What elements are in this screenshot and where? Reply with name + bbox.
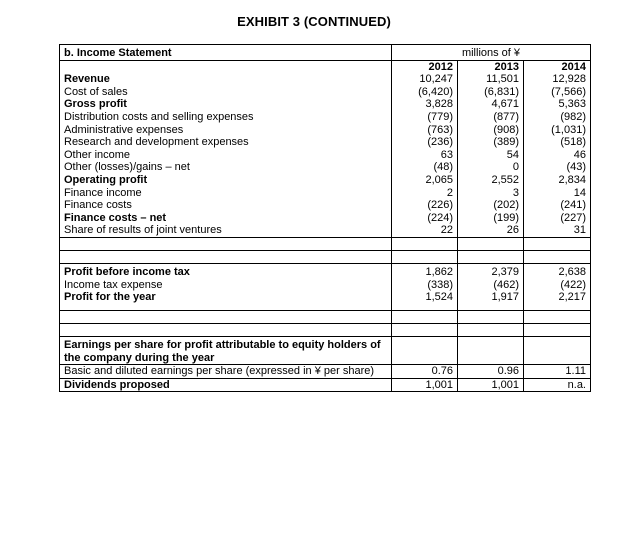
spacer-row <box>60 323 591 336</box>
line-item-value: 31 <box>573 224 586 237</box>
line-item-label: Profit for the year <box>64 291 156 304</box>
line-item-label: Distribution costs and selling expenses <box>64 110 254 123</box>
line-item-value: 1,917 <box>491 291 519 304</box>
line-item-value: (908) <box>493 123 519 136</box>
line-item-value: 1,862 <box>425 265 453 278</box>
line-item-label: Finance costs – net <box>64 211 167 224</box>
spacer-row <box>60 310 591 323</box>
line-item-label: Share of results of joint ventures <box>64 224 222 237</box>
empty-cell <box>60 250 392 263</box>
line-item-value: 2,638 <box>558 265 586 278</box>
line-item-value: 0 <box>512 161 519 174</box>
empty-cell <box>458 310 524 323</box>
empty-cell <box>458 237 524 250</box>
line-item-value: 54 <box>506 148 519 161</box>
line-item-value: (241) <box>560 199 586 212</box>
empty-cell <box>60 310 392 323</box>
line-item-value: 2,552 <box>491 173 519 186</box>
line-item-value: (389) <box>493 136 519 149</box>
dividends-value-2013 <box>458 378 524 392</box>
empty-cell <box>524 323 591 336</box>
line-item-label: Gross profit <box>64 98 127 111</box>
line-item-value: (982) <box>560 110 586 123</box>
eps-value: 1.11 <box>565 365 586 378</box>
line-item-value: (202) <box>493 199 519 212</box>
dividends-value: 1,001 <box>491 378 519 391</box>
line-item-value: 2,379 <box>491 265 519 278</box>
exhibit-title: EXHIBIT 3 (CONTINUED) <box>237 14 391 29</box>
block-2-values-2014 <box>524 263 591 310</box>
empty-cell <box>524 336 591 364</box>
empty-cell <box>392 310 458 323</box>
line-item-value: 5,363 <box>558 98 586 111</box>
income-statement-table <box>59 44 591 392</box>
line-item-value: 2,217 <box>558 291 586 304</box>
dividends-row <box>60 378 591 392</box>
line-item-value: (1,031) <box>551 123 586 136</box>
line-item-label: Other income <box>64 148 131 161</box>
line-item-label: Profit before income tax <box>64 265 190 278</box>
eps-value-2013 <box>458 365 524 379</box>
line-item-value: 14 <box>573 186 586 199</box>
empty-cell <box>458 323 524 336</box>
empty-cell <box>60 237 392 250</box>
line-item-value: 2,834 <box>558 173 586 186</box>
dividends-value: n.a. <box>567 378 586 391</box>
line-item-value: 12,928 <box>552 73 586 86</box>
line-item-label: Income tax expense <box>64 278 163 291</box>
line-item-value: (338) <box>427 278 453 291</box>
block-2-values-2012 <box>392 263 458 310</box>
line-item-value: 1,524 <box>425 291 453 304</box>
block-1-values-2013 <box>458 60 524 237</box>
year-spacer <box>64 61 387 74</box>
eps-heading-row <box>60 336 591 364</box>
line-item-value: 2,065 <box>425 173 453 186</box>
empty-cell <box>392 237 458 250</box>
year-header: 2013 <box>494 60 519 73</box>
spacer-row <box>60 250 591 263</box>
empty-cell <box>524 237 591 250</box>
eps-value-2014 <box>524 365 591 379</box>
line-item-value: (779) <box>427 110 453 123</box>
line-item-label: Operating profit <box>64 173 148 186</box>
units-label: millions of ¥ <box>461 47 521 59</box>
line-item-value: (226) <box>427 199 453 212</box>
header-row <box>60 45 591 61</box>
block-2-values-2013 <box>458 263 524 310</box>
line-item-label: Cost of sales <box>64 85 128 98</box>
block-1-values-2012 <box>392 60 458 237</box>
eps-value: 0.96 <box>497 365 519 378</box>
line-item-value: 4,671 <box>491 98 519 111</box>
line-item-value: (6,420) <box>418 85 453 98</box>
block-1-row <box>60 60 591 237</box>
section-label: b. Income Statement <box>64 47 172 59</box>
line-item-value: (199) <box>493 211 519 224</box>
line-item-value: (48) <box>433 161 453 174</box>
empty-cell <box>524 310 591 323</box>
line-item-value: 26 <box>506 224 519 237</box>
eps-heading: Earnings per share for profit attributable to equity holders of the company during the year <box>64 338 381 364</box>
line-item-label: Revenue <box>64 73 110 86</box>
line-item-value: 11,501 <box>486 73 519 86</box>
empty-cell <box>458 250 524 263</box>
empty-cell <box>392 323 458 336</box>
empty-cell <box>524 250 591 263</box>
line-item-label: Other (losses)/gains – net <box>64 161 190 174</box>
section-label-cell <box>60 45 392 61</box>
block-1-labels <box>60 60 392 237</box>
line-item-value: (877) <box>493 110 519 123</box>
year-header: 2012 <box>428 60 453 73</box>
line-item-value: 3 <box>512 186 519 199</box>
eps-value: 0.76 <box>431 365 453 378</box>
line-item-value: (224) <box>427 211 453 224</box>
line-item-value: 10,247 <box>419 73 453 86</box>
dividends-value-2012 <box>392 378 458 392</box>
empty-cell <box>392 250 458 263</box>
spacer-row <box>60 237 591 250</box>
year-header: 2014 <box>561 60 586 73</box>
line-item-value: (763) <box>427 123 453 136</box>
line-item-label: Research and development expenses <box>64 136 249 149</box>
empty-cell <box>392 336 458 364</box>
line-item-value: (236) <box>427 136 453 149</box>
line-item-label: Finance income <box>64 186 142 199</box>
line-item-value: (462) <box>493 278 519 291</box>
line-item-value: (43) <box>566 161 586 174</box>
line-item-value: 2 <box>446 186 453 199</box>
line-item-label: Finance costs <box>64 199 132 212</box>
block-1-values-2014 <box>524 60 591 237</box>
empty-cell <box>60 323 392 336</box>
units-cell <box>392 45 591 61</box>
eps-label: Basic and diluted earnings per share (expressed in ¥ per share) <box>64 365 375 378</box>
line-item-value: (7,566) <box>551 85 586 98</box>
line-item-value: 63 <box>440 148 453 161</box>
dividends-label-cell <box>60 378 392 392</box>
dividends-value: 1,001 <box>425 378 453 391</box>
eps-value-2012 <box>392 365 458 379</box>
line-item-value: 22 <box>440 224 453 237</box>
block-2-labels <box>60 263 392 310</box>
line-item-value: (422) <box>560 278 586 291</box>
line-item-value: (6,831) <box>484 85 519 98</box>
line-item-value: (518) <box>560 136 586 149</box>
empty-cell <box>458 336 524 364</box>
eps-label-cell <box>60 365 392 379</box>
eps-heading-cell <box>60 336 392 364</box>
line-item-value: 3,828 <box>425 98 453 111</box>
line-item-label: Administrative expenses <box>64 123 184 136</box>
dividends-label: Dividends proposed <box>64 378 170 391</box>
line-item-value: (227) <box>560 211 586 224</box>
eps-row <box>60 365 591 379</box>
line-item-value: 46 <box>573 148 586 161</box>
block-2-row <box>60 263 591 310</box>
dividends-value-2014 <box>524 378 591 392</box>
